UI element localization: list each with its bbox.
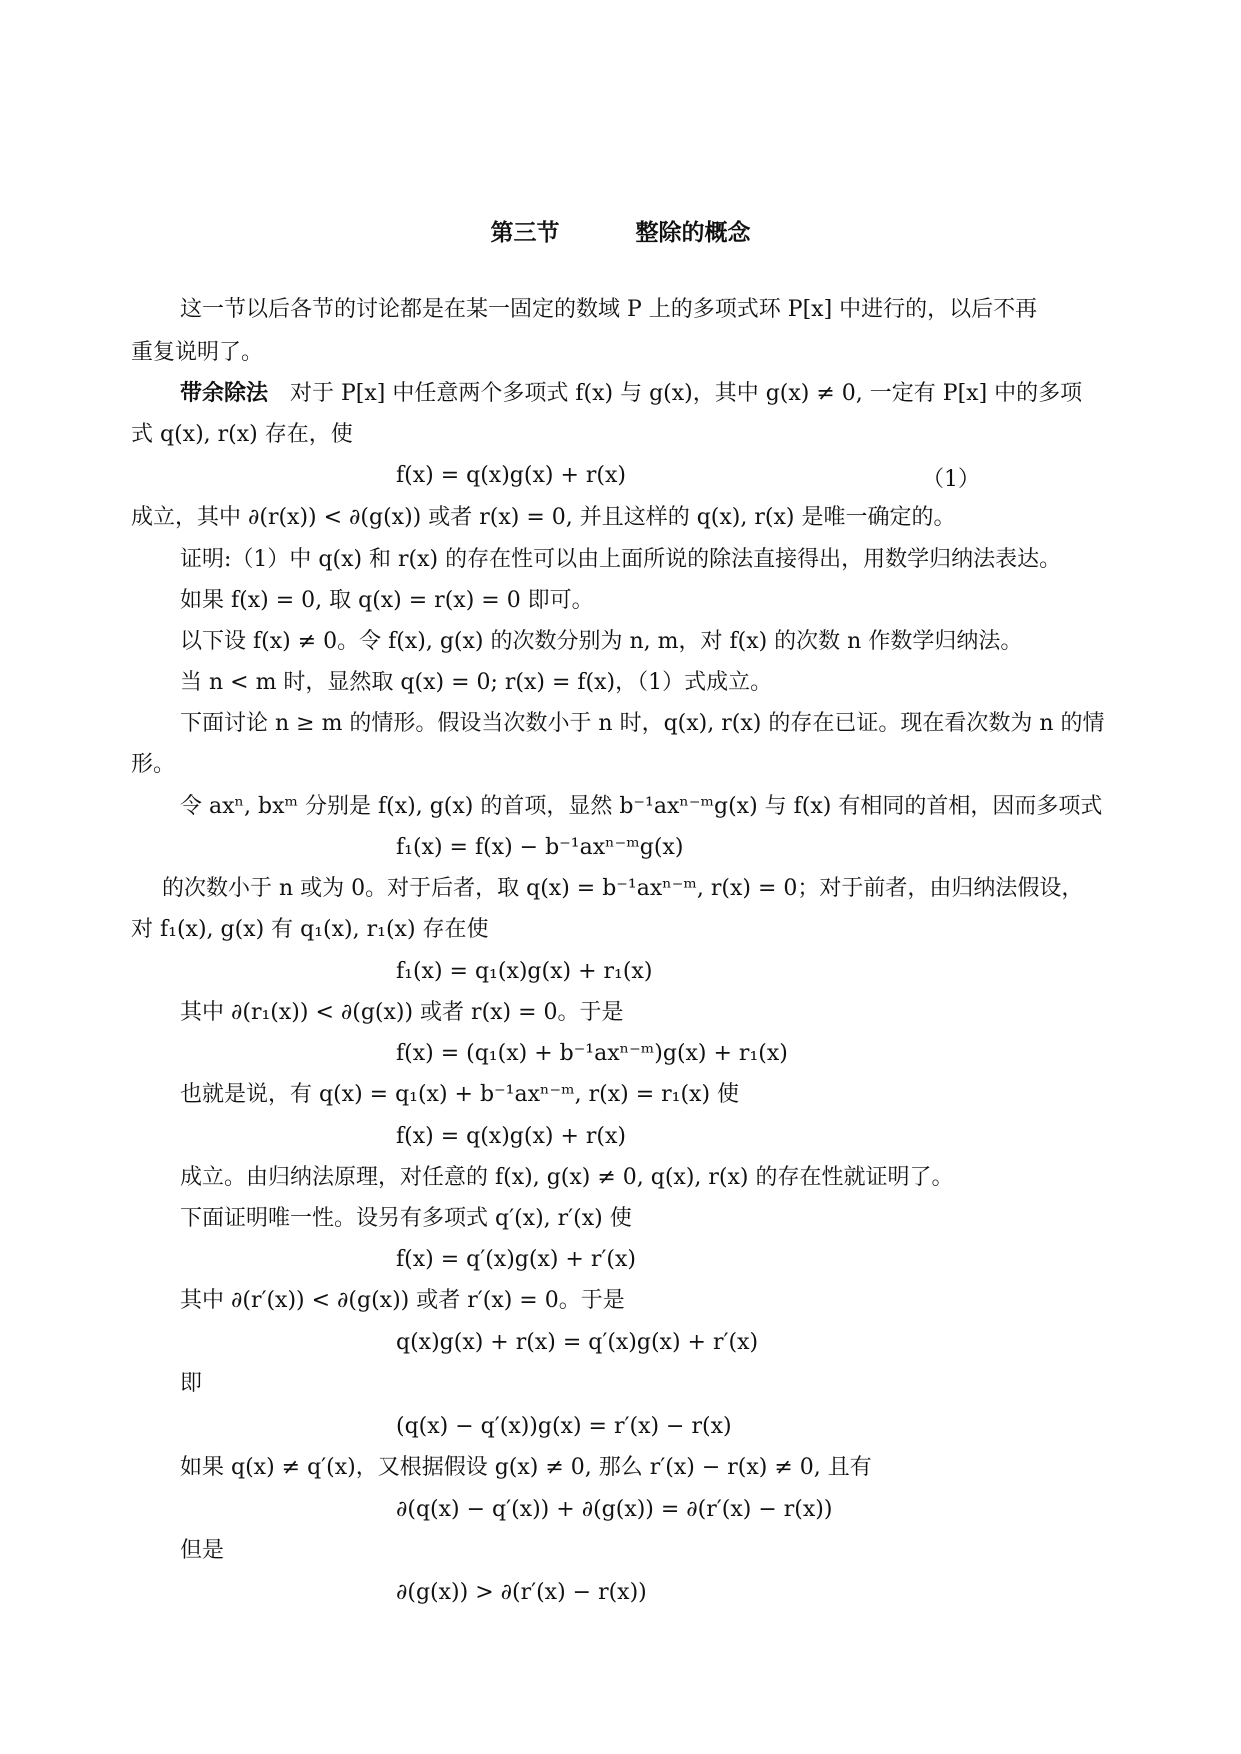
equation-number: （1） [922,467,980,492]
section-title [0,214,1241,247]
text-line: 但是 [180,1538,225,1563]
text-line [180,380,1082,408]
text-line: 当 n < m 时，显然取 q(x) = 0; r(x) = f(x)，（1）式成立。 [180,670,773,695]
formula: f(x) = q′(x)g(x) + r′(x) [396,1247,636,1272]
text-line: 证明:（1）中 q(x) 和 r(x) 的存在性可以由上面所说的除法直接得出，用数学归纳法表达。 [180,547,1062,572]
formula: q(x)g(x) + r(x) = q′(x)g(x) + r′(x) [396,1330,759,1355]
formula: f(x) = q(x)g(x) + r(x) [396,1124,626,1149]
text-line: 的次数小于 n 或为 0。对于后者，取 q(x) = b⁻¹axⁿ⁻ᵐ, r(x) = 0；对于前者，由归纳法假设， [162,876,1084,901]
text-line: 式 q(x), r(x) 存在，使 [131,422,353,447]
text-line: 即 [180,1371,203,1396]
text-line: 重复说明了。 [131,340,264,365]
text-line: 形。 [131,752,176,777]
formula: f(x) = (q₁(x) + b⁻¹axⁿ⁻ᵐ)g(x) + r₁(x) [396,1041,788,1066]
formula: f₁(x) = f(x) − b⁻¹axⁿ⁻ᵐg(x) [396,835,684,860]
text-line: 如果 q(x) ≠ q′(x)，又根据假设 g(x) ≠ 0, 那么 r′(x) − r(x) ≠ 0, 且有 [180,1455,872,1480]
text-line: 成立。由归纳法原理，对任意的 f(x), g(x) ≠ 0, q(x), r(x) 的存在性就证明了。 [180,1165,954,1190]
text-span: 对于 P[x] 中任意两个多项式 f(x) 与 g(x)，其中 g(x) ≠ 0, 一定有 P[x] 中的多项 [290,381,1083,406]
text-line: 其中 ∂(r′(x)) < ∂(g(x)) 或者 r′(x) = 0。于是 [180,1288,625,1313]
section-number: 第三节 [490,220,560,246]
text-line: 对 f₁(x), g(x) 有 q₁(x), r₁(x) 存在使 [131,917,489,942]
text-line: 下面证明唯一性。设另有多项式 q′(x), r′(x) 使 [180,1206,632,1231]
text-line: 成立，其中 ∂(r(x)) < ∂(g(x)) 或者 r(x) = 0, 并且这样的 q(x), r(x) 是唯一确定的。 [131,505,956,530]
formula: ∂(g(x)) > ∂(r′(x) − r(x)) [396,1580,647,1605]
formula: ∂(q(x) − q′(x)) + ∂(g(x)) = ∂(r′(x) − r(x)) [396,1497,833,1522]
formula: (q(x) − q′(x))g(x) = r′(x) − r(x) [396,1414,732,1439]
text-line: 其中 ∂(r₁(x)) < ∂(g(x)) 或者 r(x) = 0。于是 [180,1000,624,1025]
section-topic: 整除的概念 [635,220,751,246]
theorem-label: 带余除法 [180,381,269,406]
text-line: 以下设 f(x) ≠ 0。令 f(x), g(x) 的次数分别为 n, m，对 f(x) 的次数 n 作数学归纳法。 [180,629,1023,654]
text-line: 这一节以后各节的讨论都是在某一固定的数域 P 上的多项式环 P[x] 中进行的，以后不再 [180,297,1038,322]
text-line: 也就是说，有 q(x) = q₁(x) + b⁻¹axⁿ⁻ᵐ, r(x) = r₁(x) 使 [180,1082,740,1107]
formula: f(x) = q(x)g(x) + r(x) [396,463,626,488]
text-line: 如果 f(x) = 0, 取 q(x) = r(x) = 0 即可。 [180,588,594,613]
text-line: 令 axⁿ, bxᵐ 分别是 f(x), g(x) 的首项，显然 b⁻¹axⁿ⁻ᵐg(x) 与 f(x) 有相同的首相，因而多项式 [180,794,1103,819]
text-line: 下面讨论 n ≥ m 的情形。假设当次数小于 n 时，q(x), r(x) 的存在已证。现在看次数为 n 的情 [180,711,1105,736]
formula: f₁(x) = q₁(x)g(x) + r₁(x) [396,959,653,984]
